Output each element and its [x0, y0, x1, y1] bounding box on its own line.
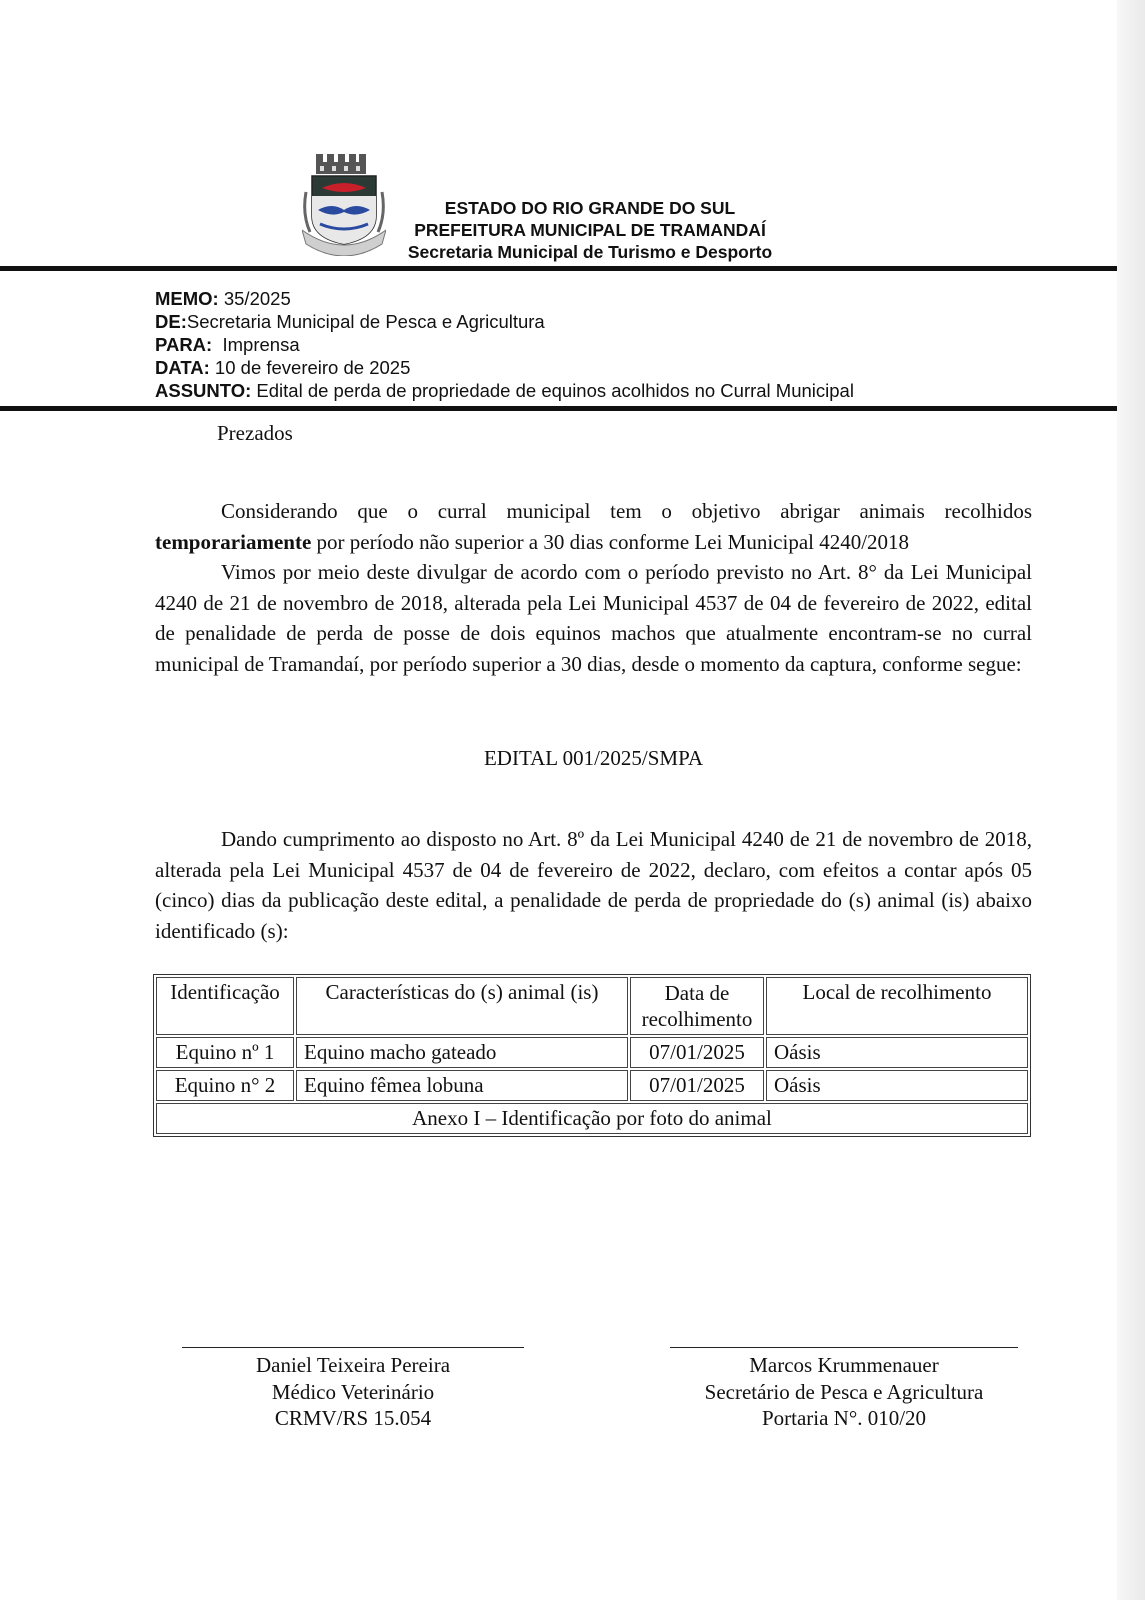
page-edge: [1117, 0, 1145, 1600]
paragraph-3: Dando cumprimento ao disposto no Art. 8º da Lei Municipal 4240 de 21 de novembro de 2018, alterada pela Lei Municipal 4537 de 04 de fevereiro de 2022, declaro, com efeitos a contar após 05 (cinco) dias da publicação deste edital, a penalidade de perda de propriedade do (s) animal (is) abaixo identificado (s):: [155, 827, 1032, 943]
row1-id: Equino nº 1: [156, 1037, 294, 1068]
header-rule-bottom: [0, 406, 1117, 411]
row1-data: 07/01/2025: [630, 1037, 764, 1068]
signature-line: [182, 1347, 524, 1348]
signer-1-name: Daniel Teixeira Pereira: [255, 1353, 451, 1377]
de-value: Secretaria Municipal de Pesca e Agricultura: [186, 311, 545, 332]
table-row: [156, 1070, 1028, 1101]
row1-local: Oásis: [766, 1037, 1028, 1068]
data-value: 10 de fevereiro de 2025: [209, 357, 411, 378]
para-label: PARA:: [155, 334, 213, 355]
paragraph-2: Vimos por meio deste divulgar de acordo com o período previsto no Art. 8° da Lei Municipal 4240 de 21 de novembro de 2018, alterada pela Lei Municipal 4537 de 04 de fevereiro de 2022, edital de penalidade de perda de posse de dois equinos machos que atualmente encontram-se no curral municipal de Tramandaí, por período superior a 30 dias, desde o momento da captura, conforme segue:: [155, 560, 1032, 676]
de-label: DE:: [155, 311, 187, 332]
annex-caption: Anexo I – Identificação por foto do animal: [156, 1103, 1028, 1134]
header-prefecture: PREFEITURA MUNICIPAL DE TRAMANDAÍ: [414, 220, 766, 240]
header-secretariat: Secretaria Municipal de Turismo e Desporto: [407, 242, 773, 262]
paragraph-1: [155, 496, 1032, 557]
table-row: [156, 1037, 1028, 1068]
assunto-line: [155, 379, 854, 402]
greeting: Prezados: [217, 421, 293, 445]
row2-data: 07/01/2025: [630, 1070, 764, 1101]
edital-title: EDITAL 001/2025/SMPA: [483, 746, 704, 770]
signer-1-registration: CRMV/RS 15.054: [274, 1406, 432, 1430]
para-value: Imprensa: [212, 334, 300, 355]
data-line: [155, 356, 854, 379]
signer-2-role: Secretário de Pesca e Agricultura: [704, 1379, 984, 1404]
row1-caracteristicas: Equino macho gateado: [296, 1037, 628, 1068]
signer-2-registration: Portaria N°. 010/20: [761, 1406, 927, 1430]
municipal-crest-logo: [302, 152, 386, 256]
table-header-row: [156, 977, 1028, 1035]
header-rule-top: [0, 266, 1117, 271]
animals-table: [153, 974, 1031, 1137]
header-local: Local de recolhimento: [766, 977, 1028, 1035]
memo-line: [155, 287, 854, 310]
para-line: [155, 333, 854, 356]
row2-caracteristicas: Equino fêmea lobuna: [296, 1070, 628, 1101]
p1-bold: temporariamente: [155, 529, 312, 554]
signature-block-1: [182, 1347, 524, 1432]
header-identificacao: Identificação: [156, 977, 294, 1035]
data-label: DATA:: [155, 357, 210, 378]
assunto-label: ASSUNTO:: [155, 380, 252, 401]
p1-start: Considerando que o curral municipal tem o objetivo abrigar animais recolhidos: [221, 499, 1032, 523]
row2-local: Oásis: [766, 1070, 1028, 1101]
memo-value: 35/2025: [218, 288, 291, 309]
row2-id: Equino n° 2: [156, 1070, 294, 1101]
header-data: Data de recolhimento: [630, 977, 764, 1035]
header-caracteristicas: Características do (s) animal (is): [296, 977, 628, 1035]
p1-end: por período não superior a 30 dias conforme Lei Municipal 4240/2018: [311, 529, 910, 554]
memo-label: MEMO:: [155, 288, 219, 309]
header-state: ESTADO DO RIO GRANDE DO SUL: [444, 198, 736, 218]
de-line: [155, 310, 854, 333]
assunto-value: Edital de perda de propriedade de equinos acolhidos no Curral Municipal: [251, 380, 854, 401]
memo-block: [155, 287, 854, 402]
signature-line: [670, 1347, 1018, 1348]
signature-block-2: [670, 1347, 1018, 1432]
signer-2-name: Marcos Krummenauer: [749, 1353, 939, 1377]
signer-1-role: Médico Veterinário: [271, 1379, 435, 1404]
letterhead: [380, 197, 800, 263]
table-annex-row: [156, 1103, 1028, 1134]
